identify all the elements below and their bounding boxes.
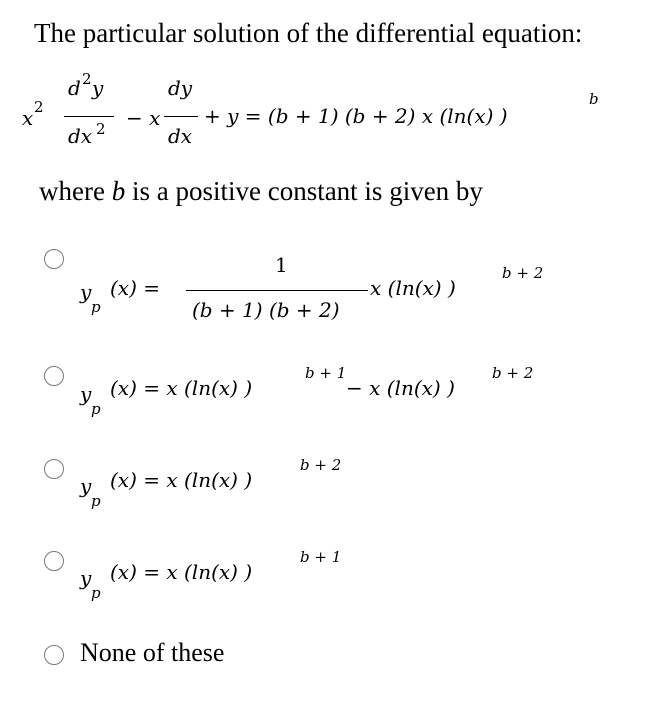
eq-dx: dx [168,124,193,148]
option-3-exp: b + 2 [300,456,342,474]
option-1-y: y [80,280,92,304]
option-3-lhs: (x) = x (ln(x) ) [110,468,253,492]
option-5-radio[interactable] [44,645,64,665]
option-2-exp1: b + 1 [305,364,347,382]
option-4-y: y [80,566,92,590]
eq-d2y-exp: 2 [82,70,92,88]
option-4-sub-p: p [91,584,101,602]
option-2-lhs: (x) = x (ln(x) ) [110,376,253,400]
eq-d2y-d: d [68,76,81,100]
eq-rhs: + y = (b + 1) (b + 2) x (ln(x) ) [204,104,508,128]
eq-fraction-bar-1 [64,116,114,117]
eq-dx2-exp: 2 [96,120,106,138]
option-1-radio[interactable] [44,249,64,269]
option-1-lhs: (x) = [110,276,160,300]
eq-minus-x: − x [126,106,161,130]
option-1-fraction-bar [186,290,368,291]
option-4-lhs: (x) = x (ln(x) ) [110,560,253,584]
option-2-exp2: b + 2 [492,364,534,382]
option-2-mid: − x (ln(x) ) [346,376,455,400]
option-2-radio[interactable] [44,366,64,386]
option-4-radio[interactable] [44,551,64,571]
eq-dx2: dx [68,124,93,148]
eq-rhs-exp: b [589,90,599,108]
option-3-sub-p: p [91,492,101,510]
question-text: The particular solution of the differential equation: [34,18,583,48]
option-1-tail: x (ln(x) ) [370,276,456,300]
option-1-frac-den: (b + 1) (b + 2) [192,298,340,322]
option-3-radio[interactable] [44,459,64,479]
option-2-sub-p: p [91,400,101,418]
option-2-y: y [80,382,92,406]
eq-dy: dy [168,76,193,100]
eq-x-squared-exp: 2 [34,98,44,116]
option-5-label: None of these [80,638,225,667]
eq-x-squared: x [22,106,34,130]
constant-b: b [111,176,126,206]
condition-text: where b is a positive constant is given by [39,176,483,206]
option-1-tail-exp: b + 2 [502,264,544,282]
eq-d2y-y: y [92,76,104,100]
option-1-frac-num: 1 [275,253,288,277]
option-1-sub-p: p [91,298,101,316]
eq-fraction-bar-2 [164,116,198,117]
option-3-y: y [80,474,92,498]
option-4-exp: b + 1 [300,548,342,566]
